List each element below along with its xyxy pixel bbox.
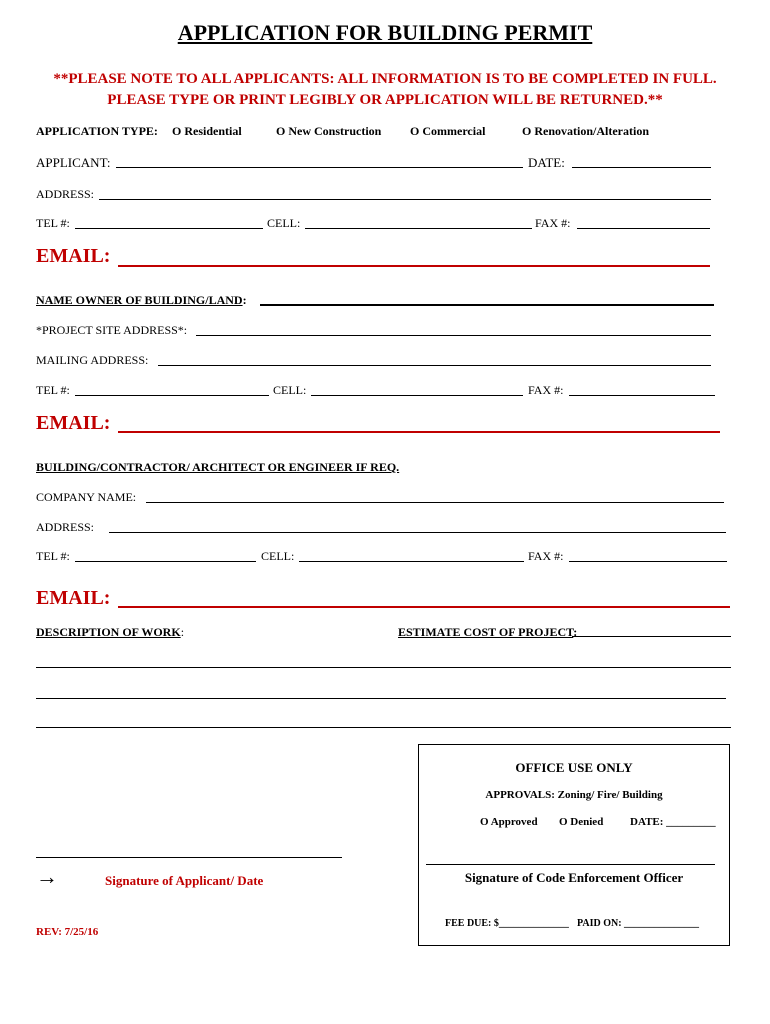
owner-fax-field[interactable] bbox=[569, 395, 715, 396]
tel-label: TEL #: bbox=[36, 216, 70, 230]
cell-field[interactable] bbox=[305, 228, 532, 229]
approved-option[interactable]: O Approved bbox=[480, 816, 538, 828]
owner-heading-colon: : bbox=[242, 293, 247, 307]
owner-fax-label: FAX #: bbox=[528, 383, 564, 397]
owner-name-field[interactable] bbox=[260, 304, 714, 306]
owner-tel-label: TEL #: bbox=[36, 383, 70, 397]
contractor-cell-field[interactable] bbox=[299, 561, 524, 562]
applicant-email-field[interactable] bbox=[118, 265, 710, 267]
applicant-field[interactable] bbox=[116, 167, 523, 168]
arrow-right-icon: → bbox=[36, 864, 58, 889]
description-line-1[interactable] bbox=[36, 667, 731, 668]
project-site-field[interactable] bbox=[196, 335, 711, 336]
description-line-2[interactable] bbox=[36, 698, 726, 699]
contractor-heading: BUILDING/CONTRACTOR/ ARCHITECT OR ENGINEER IF REQ. bbox=[36, 460, 400, 474]
owner-email-label: EMAIL: bbox=[36, 412, 111, 434]
contractor-tel-field[interactable] bbox=[75, 561, 256, 562]
company-name-field[interactable] bbox=[146, 502, 724, 503]
fax-field[interactable] bbox=[577, 228, 710, 229]
contractor-cell-label: CELL: bbox=[261, 549, 295, 563]
paid-on-field[interactable]: PAID ON: _______________ bbox=[577, 918, 700, 929]
contractor-fax-field[interactable] bbox=[569, 561, 727, 562]
applicant-signature-line[interactable] bbox=[36, 857, 342, 858]
officer-signature-label: Signature of Code Enforcement Officer bbox=[464, 870, 684, 885]
option-residential[interactable]: O Residential bbox=[172, 124, 242, 138]
revision-label: REV: 7/25/16 bbox=[36, 926, 99, 938]
cell-label: CELL: bbox=[267, 216, 301, 230]
applicant-signature-label: Signature of Applicant/ Date bbox=[105, 873, 264, 888]
company-name-label: COMPANY NAME: bbox=[36, 490, 137, 504]
mailing-address-field[interactable] bbox=[158, 365, 711, 366]
applicant-label: APPLICANT: bbox=[36, 155, 111, 170]
option-renovation[interactable]: O Renovation/Alteration bbox=[522, 124, 649, 138]
tel-field[interactable] bbox=[75, 228, 263, 229]
address-label: ADDRESS: bbox=[36, 187, 95, 201]
officer-signature-line[interactable] bbox=[426, 864, 715, 865]
office-date-field[interactable]: DATE: _________ bbox=[630, 816, 716, 828]
office-use-heading: OFFICE USE ONLY bbox=[515, 760, 633, 775]
address-field[interactable] bbox=[99, 199, 711, 200]
contractor-email-field[interactable] bbox=[118, 606, 730, 608]
mailing-address-label: MAILING ADDRESS: bbox=[36, 353, 149, 367]
contractor-fax-label: FAX #: bbox=[528, 549, 564, 563]
page-title: APPLICATION FOR BUILDING PERMIT bbox=[177, 20, 593, 45]
date-label: DATE: bbox=[528, 155, 565, 170]
applicant-email-label: EMAIL: bbox=[36, 245, 111, 267]
description-colon: : bbox=[180, 625, 185, 639]
approvals-label: APPROVALS: Zoning/ Fire/ Building bbox=[485, 789, 663, 801]
owner-cell-label: CELL: bbox=[273, 383, 307, 397]
description-label: DESCRIPTION OF WORK bbox=[36, 625, 181, 639]
notice-line-1: **PLEASE NOTE TO ALL APPLICANTS: ALL INFORMATION IS TO BE COMPLETED IN FULL. bbox=[53, 71, 717, 87]
contractor-tel-label: TEL #: bbox=[36, 549, 70, 563]
application-type-label: APPLICATION TYPE: bbox=[36, 124, 158, 138]
option-commercial[interactable]: O Commercial bbox=[410, 124, 486, 138]
fax-label: FAX #: bbox=[535, 216, 571, 230]
owner-email-field[interactable] bbox=[118, 431, 720, 433]
option-new-construction[interactable]: O New Construction bbox=[276, 124, 382, 138]
estimate-cost-colon: : bbox=[573, 625, 578, 639]
notice-line-2: PLEASE TYPE OR PRINT LEGIBLY OR APPLICATION WILL BE RETURNED.** bbox=[107, 92, 663, 108]
date-field[interactable] bbox=[572, 167, 711, 168]
contractor-address-label: ADDRESS: bbox=[36, 520, 95, 534]
description-line-3[interactable] bbox=[36, 727, 731, 728]
estimate-cost-label: ESTIMATE COST OF PROJECT bbox=[398, 625, 574, 639]
fee-due-field[interactable]: FEE DUE: $______________ bbox=[445, 918, 569, 929]
owner-tel-field[interactable] bbox=[75, 395, 269, 396]
project-site-label: *PROJECT SITE ADDRESS*: bbox=[36, 323, 188, 337]
estimate-cost-field[interactable] bbox=[572, 636, 731, 637]
denied-option[interactable]: O Denied bbox=[559, 816, 604, 828]
contractor-address-field[interactable] bbox=[109, 532, 726, 533]
owner-cell-field[interactable] bbox=[311, 395, 523, 396]
contractor-email-label: EMAIL: bbox=[36, 587, 111, 609]
owner-heading: NAME OWNER OF BUILDING/LAND bbox=[36, 293, 243, 307]
